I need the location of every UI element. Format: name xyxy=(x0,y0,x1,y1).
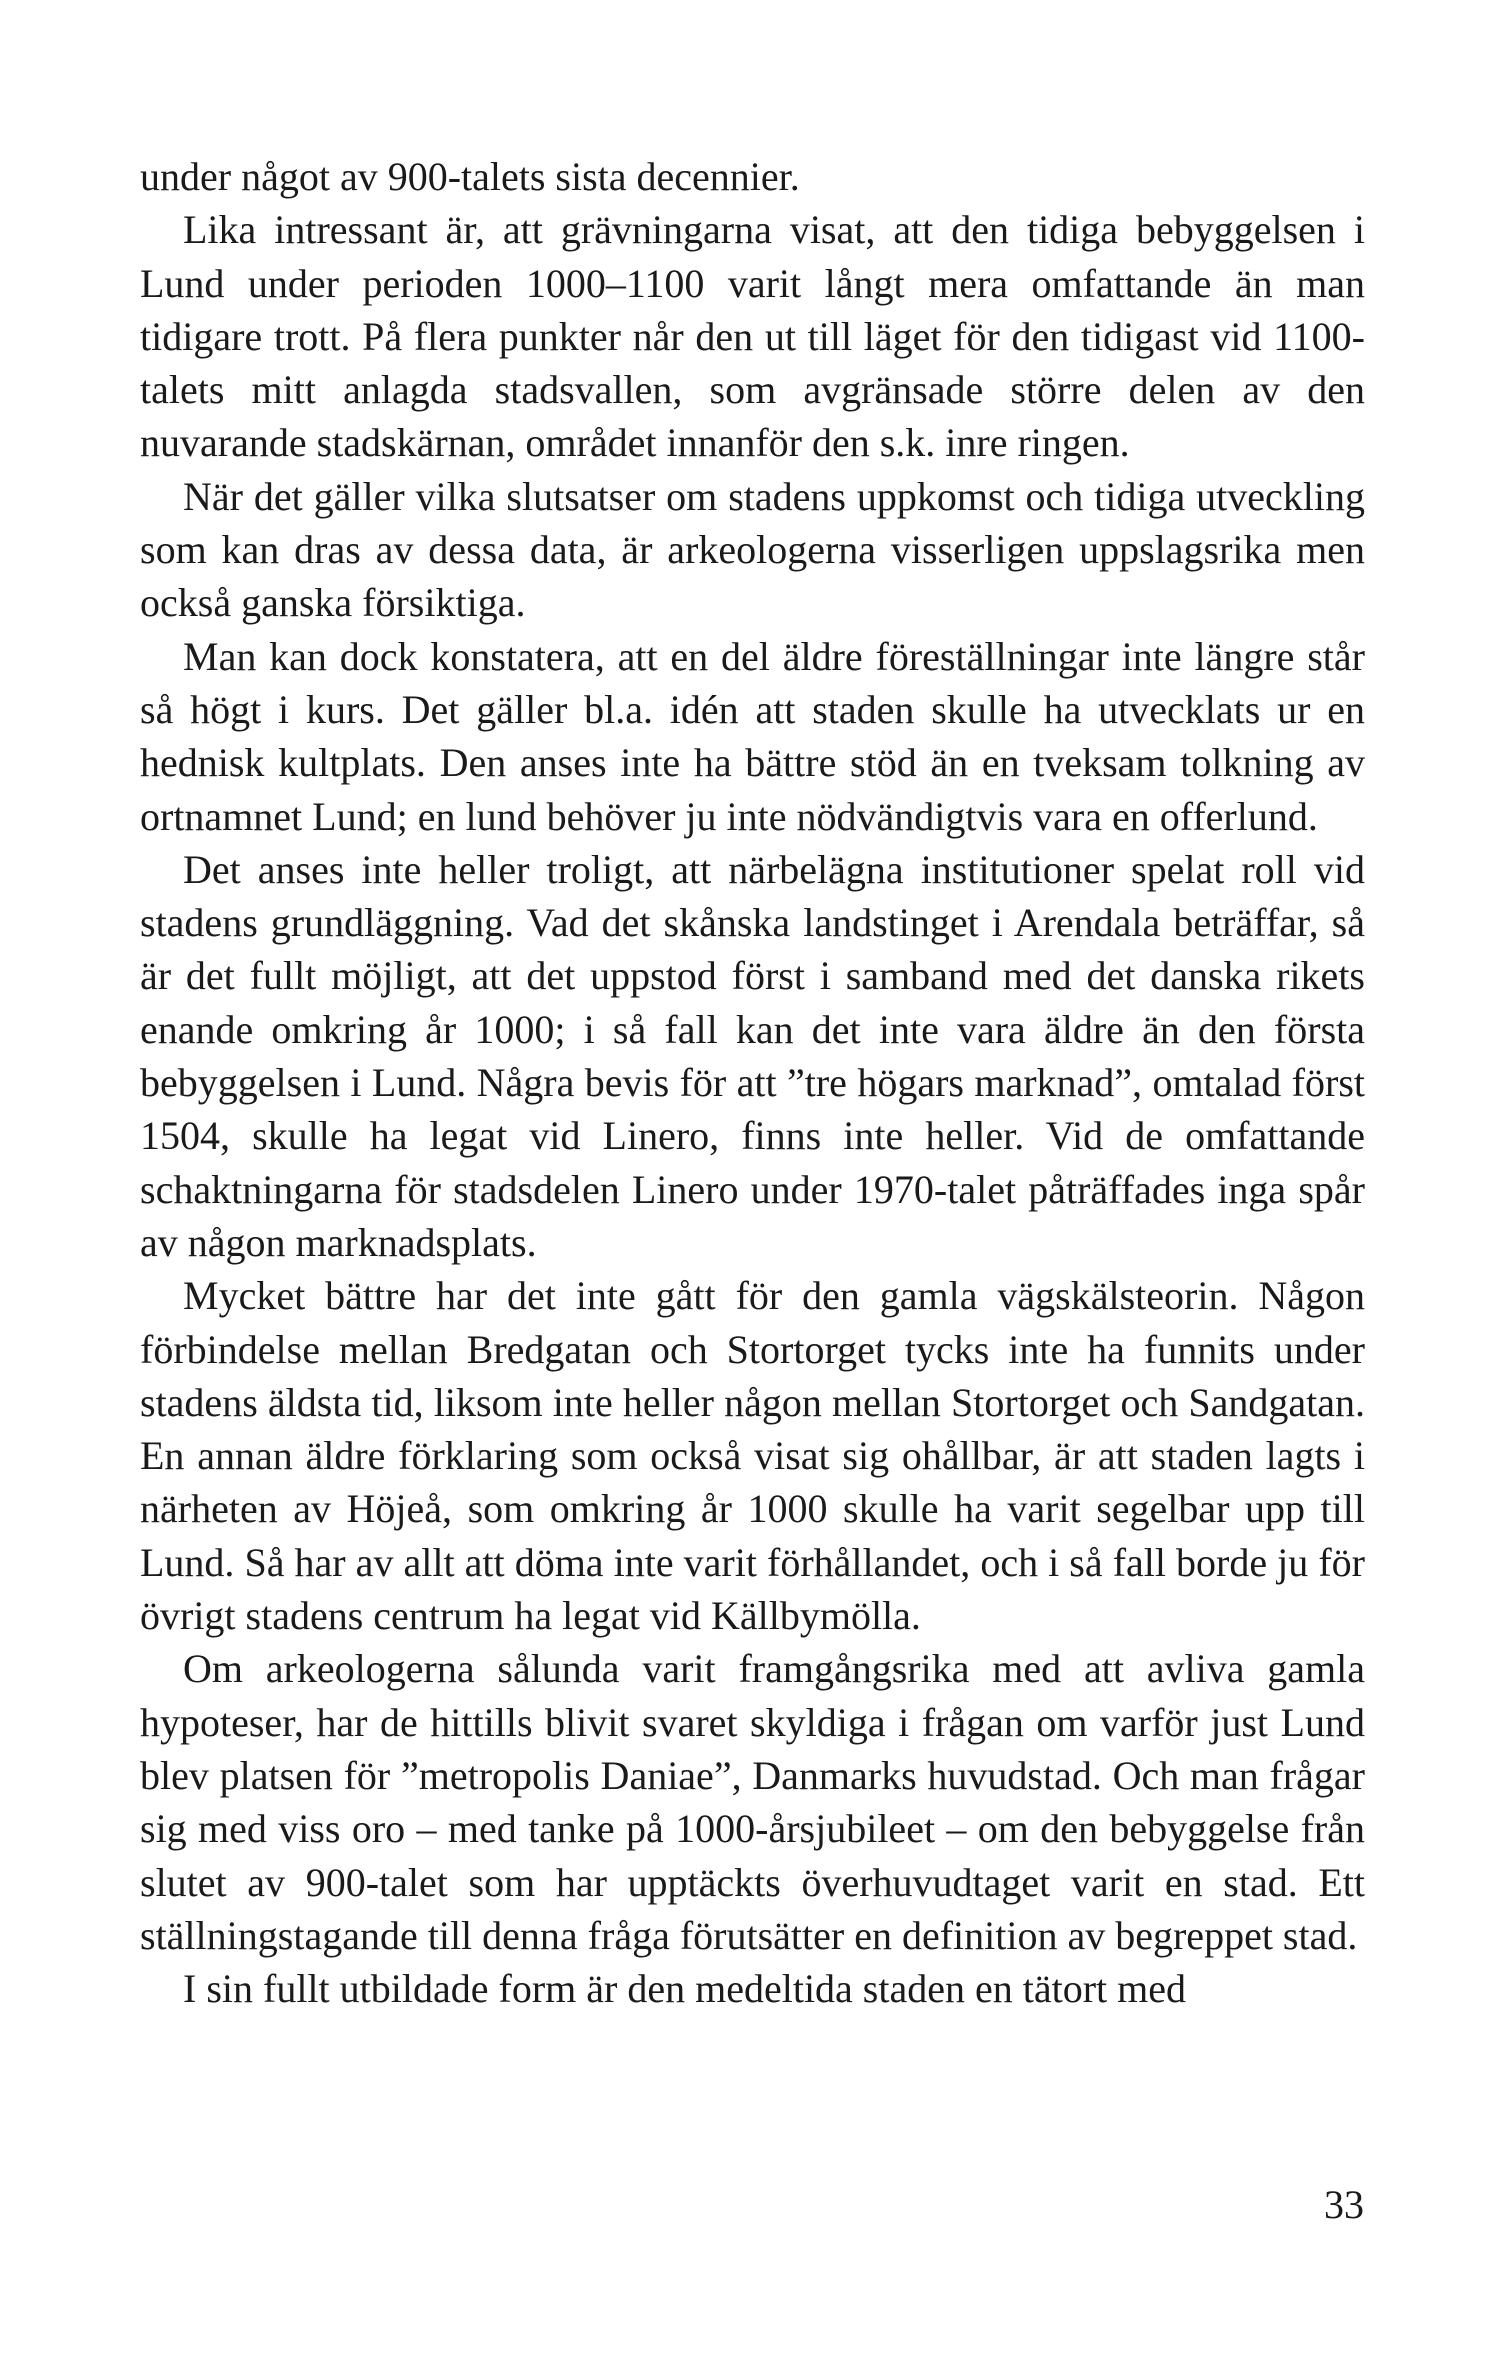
page-number: 33 xyxy=(1324,2182,1364,2227)
page-body xyxy=(140,150,1365,2015)
paragraph-8: I sin fullt utbildade form är den medeltida staden en tätort med xyxy=(183,1966,1187,2012)
paragraph-1: under något av 900-talets sista decennier. xyxy=(140,154,800,199)
paragraph-2: Lika intressant är, att grävningarna visat, att den tidiga bebyggelsen i Lund under perioden 1000–1100 varit långt mera omfattande än man tidigare trott. På flera punkter når den ut till läget för den tidigast vid 1100-talets mitt anlagda stadsvallen, som avgränsade större delen av den nuvarande stadskärnan, området innanför den s.k. inre ringen. xyxy=(140,207,1365,466)
paragraph-4: Man kan dock konstatera, att en del äldre föreställningar inte längre står så högt i kurs. Det gäller bl.a. idén att staden skulle ha utvecklats ur en hednisk kultplats. Den anses inte ha bättre stöd än en tveksam tolkning av ortnamnet Lund; en lund behöver ju inte nödvändigtvis vara en offerlund. xyxy=(140,633,1365,839)
paragraph-6: Mycket bättre har det inte gått för den gamla vägskälsteorin. Någon förbindelse mellan Bredgatan och Stortorget tycks inte ha funnits under stadens äldsta tid, liksom inte heller någon mellan Stortorget och Sandgatan. En annan äldre förklaring som också visat sig ohållbar, är att staden lagts i närheten av Höjeå, som omkring år 1000 skulle ha varit segelbar upp till Lund. Så har av allt att döma inte varit förhållandet, och i så fall borde ju för övrigt stadens centrum ha legat vid Källbymölla. xyxy=(140,1273,1365,1639)
paragraph-7: Om arkeologerna sålunda varit framgångsrika med att avliva gamla hypoteser, har de hittills blivit svaret skyldiga i frågan om varför just Lund blev platsen för ”metropolis Daniae”, Danmarks huvudstad. Och man frågar sig med viss oro – med tanke på 1000-årsjubileet – om den bebyggelse från slutet av 900-talet som har upptäckts överhuvudtaget varit en stad. Ett ställningstagande till denna fråga förutsätter en definition av begreppet stad. xyxy=(140,1646,1365,1958)
paragraph-3: När det gäller vilka slutsatser om stadens uppkomst och tidiga utveckling som kan dras av dessa data, är arkeologerna visserligen uppslagsrika men också ganska försiktiga. xyxy=(140,473,1365,626)
paragraph-5: Det anses inte heller troligt, att närbelägna institutioner spelat roll vid stadens grundläggning. Vad det skånska landstinget i Arendala beträffar, så är det fullt möjligt, att det uppstod först i samband med det danska rikets enande omkring år 1000; i så fall kan det inte vara äldre än den första bebyggelsen i Lund. Några bevis för att ”tre högars marknad”, omtalad först 1504, skulle ha legat vid Linero, finns inte heller. Vid de omfattande schaktningarna för stadsdelen Linero under 1970-talet påträffades inga spår av någon marknadsplats. xyxy=(140,846,1365,1265)
